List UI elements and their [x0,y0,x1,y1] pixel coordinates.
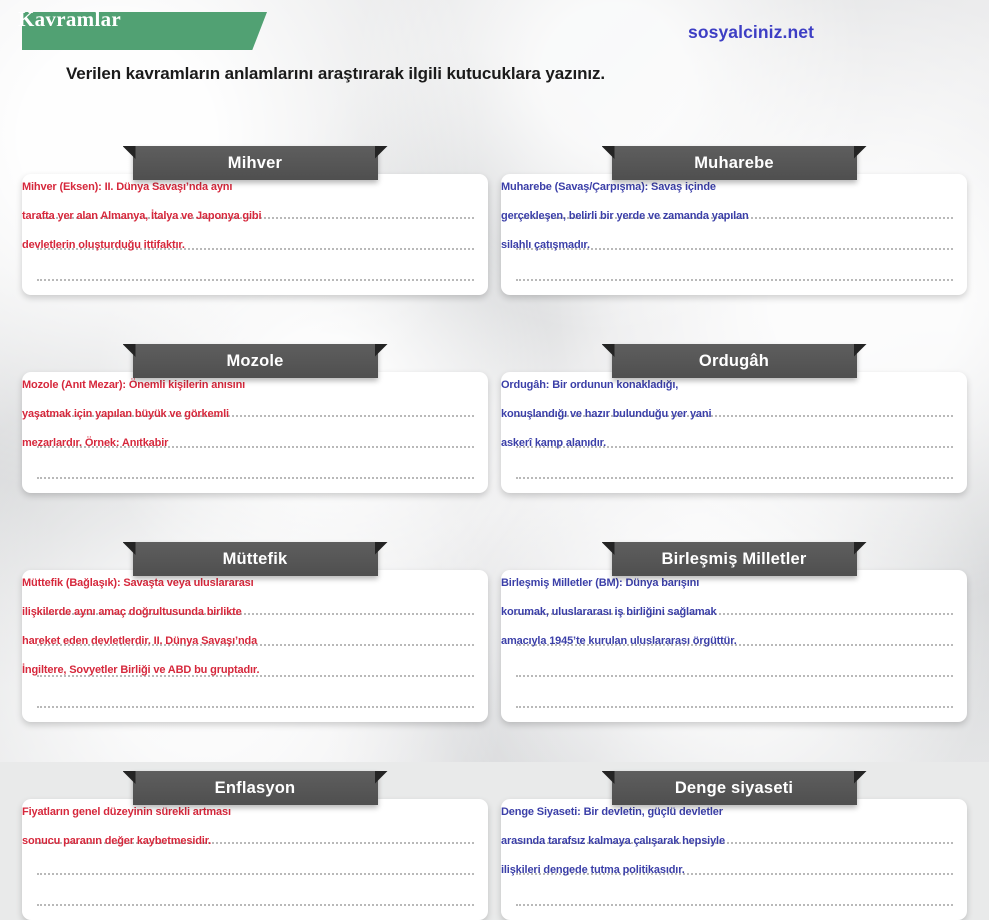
tab-fold-right-icon [854,146,867,159]
answer-line: yaşatmak için yapılan büyük ve görkemli [22,408,229,420]
card-header-tab [133,542,378,576]
answer-text [501,372,967,459]
answer-line: konuşlandığı ve hazır bulunduğu yer yani [501,408,712,420]
answer-line: Fiyatların genel düzeyinin sürekli artması [22,806,231,818]
concept-card-mozole [22,310,488,493]
card-header-tab [612,146,857,180]
answer-line: Mozole (Anıt Mezar): Önemli kişilerin anısını [22,379,246,391]
tab-fold-left-icon [123,542,136,555]
card-title: Birleşmiş Milletler [661,549,807,568]
card-title: Muharebe [694,153,774,172]
instruction-text: Verilen kavramların anlamlarını araştırarak ilgili kutucuklara yazınız. [66,64,606,83]
answer-line: Birleşmiş Milletler (BM): Dünya barışını [501,577,700,589]
answer-sheet[interactable] [501,372,967,493]
card-title: Mozole [226,351,284,370]
answer-line: devletlerin oluşturduğu ittifaktır. [22,239,185,251]
answer-sheet[interactable] [22,372,488,493]
card-title: Müttefik [222,549,288,568]
tab-fold-right-icon [375,771,388,784]
answer-text [22,372,488,459]
answer-line: arasında tarafsız kalmaya çalışarak hepsiyle [501,835,725,847]
answer-text [501,174,967,261]
answer-line: mezarlardır. Örnek: Anıtkabir [22,437,169,449]
answer-sheet[interactable] [22,799,488,920]
answer-line: İngiltere, Sovyetler Birliği ve ABD bu gruptadır. [22,664,260,676]
concept-card-enflasyon [22,737,488,920]
answer-line: sonucu paranın değer kaybetmesidir. [22,835,212,847]
answer-sheet[interactable] [501,174,967,295]
tab-fold-right-icon [854,542,867,555]
answer-line: Ordugâh: Bir ordunun konakladığı, [501,379,679,391]
card-title: Denge siyaseti [674,778,794,797]
answer-sheet[interactable] [22,570,488,722]
tab-fold-left-icon [602,542,615,555]
concept-card-muttefik [22,508,488,722]
tab-fold-left-icon [123,146,136,159]
answer-line: gerçekleşen, belirli bir yerde ve zamanda yapılan [501,210,749,222]
concept-card-birlesmis-milletler [501,508,967,722]
tab-fold-right-icon [375,146,388,159]
tab-fold-right-icon [854,344,867,357]
tab-fold-left-icon [602,344,615,357]
answer-line [22,857,488,886]
tab-fold-left-icon [602,771,615,784]
answer-line: Mihver (Eksen): II. Dünya Savaşı’nda aynı [22,181,233,193]
answer-text [22,174,488,261]
answer-text [22,570,488,686]
answer-line [501,657,967,686]
answer-line: korumak, uluslararası iş birliğini sağlamak [501,606,717,618]
answer-sheet[interactable] [501,799,967,920]
answer-line: ilişkilerde aynı amaç doğrultusunda birlikte [22,606,242,618]
answer-text [501,799,967,886]
answer-line: tarafta yer alan Almanya, İtalya ve Japonya gibi [22,210,262,222]
section-title: Kavramlar [18,7,122,31]
answer-line: silahlı çatışmadır. [501,239,590,251]
answer-sheet[interactable] [22,174,488,295]
answer-line: Müttefik (Bağlaşık): Savaşta veya uluslararası [22,577,254,589]
concept-card-ordugah [501,310,967,493]
card-header-tab [612,344,857,378]
concept-card-muharebe [501,112,967,295]
tab-fold-left-icon [123,344,136,357]
card-header-tab [612,542,857,576]
answer-text [22,799,488,886]
card-title: Enflasyon [214,778,296,797]
card-title: Mihver [227,153,283,172]
answer-text [501,570,967,686]
tab-fold-left-icon [602,146,615,159]
answer-line: Muharebe (Savaş/Çarpışma): Savaş içinde [501,181,716,193]
card-header-tab [133,344,378,378]
concept-card-grid [22,112,967,920]
site-brand: sosyalciniz.net [688,22,814,42]
tab-fold-left-icon [123,771,136,784]
card-header-tab [133,771,378,805]
card-header-tab [612,771,857,805]
answer-line: Denge Siyaseti: Bir devletin, güçlü devletler [501,806,723,818]
concept-card-mihver [22,112,488,295]
card-title: Ordugâh [698,351,770,370]
card-header-tab [133,146,378,180]
answer-line: askerî kamp alanıdır. [501,437,607,449]
answer-line: ilişkileri dengede tutma politikasıdır. [501,864,685,876]
answer-line: amacıyla 1945’te kurulan uluslararası örgüttür. [501,635,737,647]
answer-sheet[interactable] [501,570,967,722]
tab-fold-right-icon [854,771,867,784]
tab-fold-right-icon [375,344,388,357]
concept-card-denge-siyaseti [501,737,967,920]
tab-fold-right-icon [375,542,388,555]
answer-line: hareket eden devletlerdir. II. Dünya Savaşı’nda [22,635,258,647]
